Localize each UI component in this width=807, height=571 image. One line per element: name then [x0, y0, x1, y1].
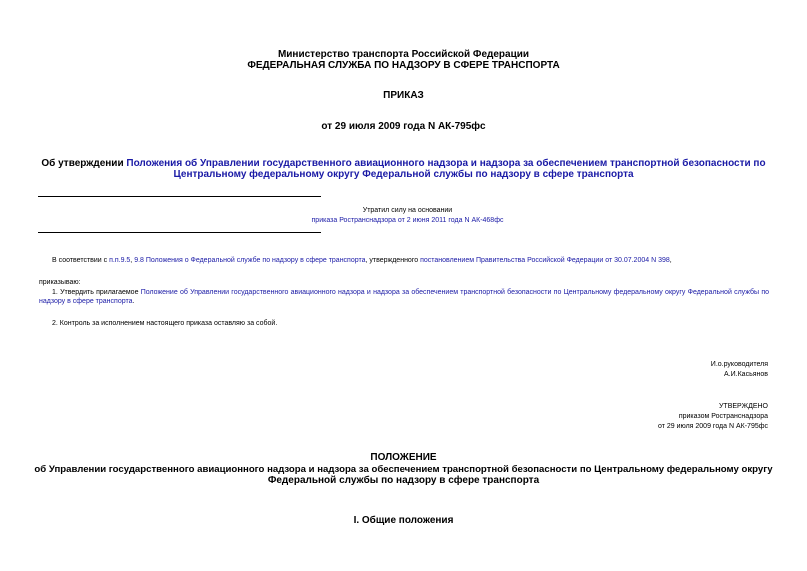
- item-1: [39, 288, 769, 306]
- approved-date: от 29 июля 2009 года N АК-795фс: [657, 423, 768, 430]
- ministry-name: Министерство транспорта Российской Федерации: [277, 49, 530, 60]
- item-2: 2. Контроль за исполнением настоящего приказа оставляю за собой.: [52, 320, 278, 327]
- title-prefix: Об утверждении: [41, 158, 127, 169]
- preamble-text-2: ,: [130, 257, 135, 264]
- service-name: ФЕДЕРАЛЬНАЯ СЛУЖБА ПО НАДЗОРУ В СФЕРЕ ТРАНСПОРТА: [247, 60, 560, 71]
- divider-top: [38, 196, 321, 197]
- approved-by: приказом Ространснадзора: [678, 413, 768, 420]
- preamble-link-1[interactable]: п.п.9.5: [109, 257, 131, 264]
- item-1-suffix: .: [132, 298, 135, 305]
- approved-word: УТВЕРЖДЕНО: [718, 403, 768, 410]
- title-link[interactable]: Положения об Управлении государственного авиационного надзора и надзора за обеспечением транспортной безопасности по Центральному федеральному округу Федеральной службы по надзору в сфере транспорта: [126, 158, 766, 180]
- divider-bottom: [38, 232, 321, 233]
- item-1-link[interactable]: Положение об Управлении государственного авиационного надзора и надзора за обеспечением транспортной безопасности по Центральному федеральному округу Федеральной службы по надзору в сфере транспорта: [39, 289, 769, 305]
- preamble-link-2[interactable]: 9.8 Положения о Федеральной службе по надзору в сфере транспорта: [134, 257, 366, 264]
- regulation-subtitle-1: об Управлении государственного авиационного надзора и надзора за обеспечением транспортной безопасности по Центральному федеральному округу: [34, 464, 773, 475]
- preamble: [52, 256, 772, 265]
- preamble-text-4: ,: [669, 257, 672, 264]
- doc-title: [40, 158, 767, 180]
- preamble-text-3: , утвержденного: [365, 257, 421, 264]
- signature-position: И.о.руководителя: [710, 361, 768, 368]
- signature-name: А.И.Касьянов: [724, 371, 768, 378]
- status-link[interactable]: приказа Ространснадзора от 2 июня 2011 года N АК-468фс: [311, 217, 504, 224]
- item-1-prefix: 1. Утвердить прилагаемое: [52, 289, 141, 296]
- doc-date-number: от 29 июля 2009 года N АК-795фс: [321, 121, 486, 132]
- status-line1: Утратил силу на основании: [362, 207, 453, 214]
- preamble-link-3[interactable]: постановлением Правительства Российской Федерации от 30.07.2004 N 398: [420, 257, 670, 264]
- order-word: приказываю:: [39, 279, 81, 286]
- preamble-text-1: В соответствии с: [52, 257, 110, 264]
- doc-type: ПРИКАЗ: [383, 90, 424, 101]
- regulation-subtitle-2: Федеральной службы по надзору в сфере транспорта: [267, 475, 540, 486]
- regulation-title: ПОЛОЖЕНИЕ: [370, 452, 437, 463]
- section-1-heading: I. Общие положения: [353, 515, 454, 526]
